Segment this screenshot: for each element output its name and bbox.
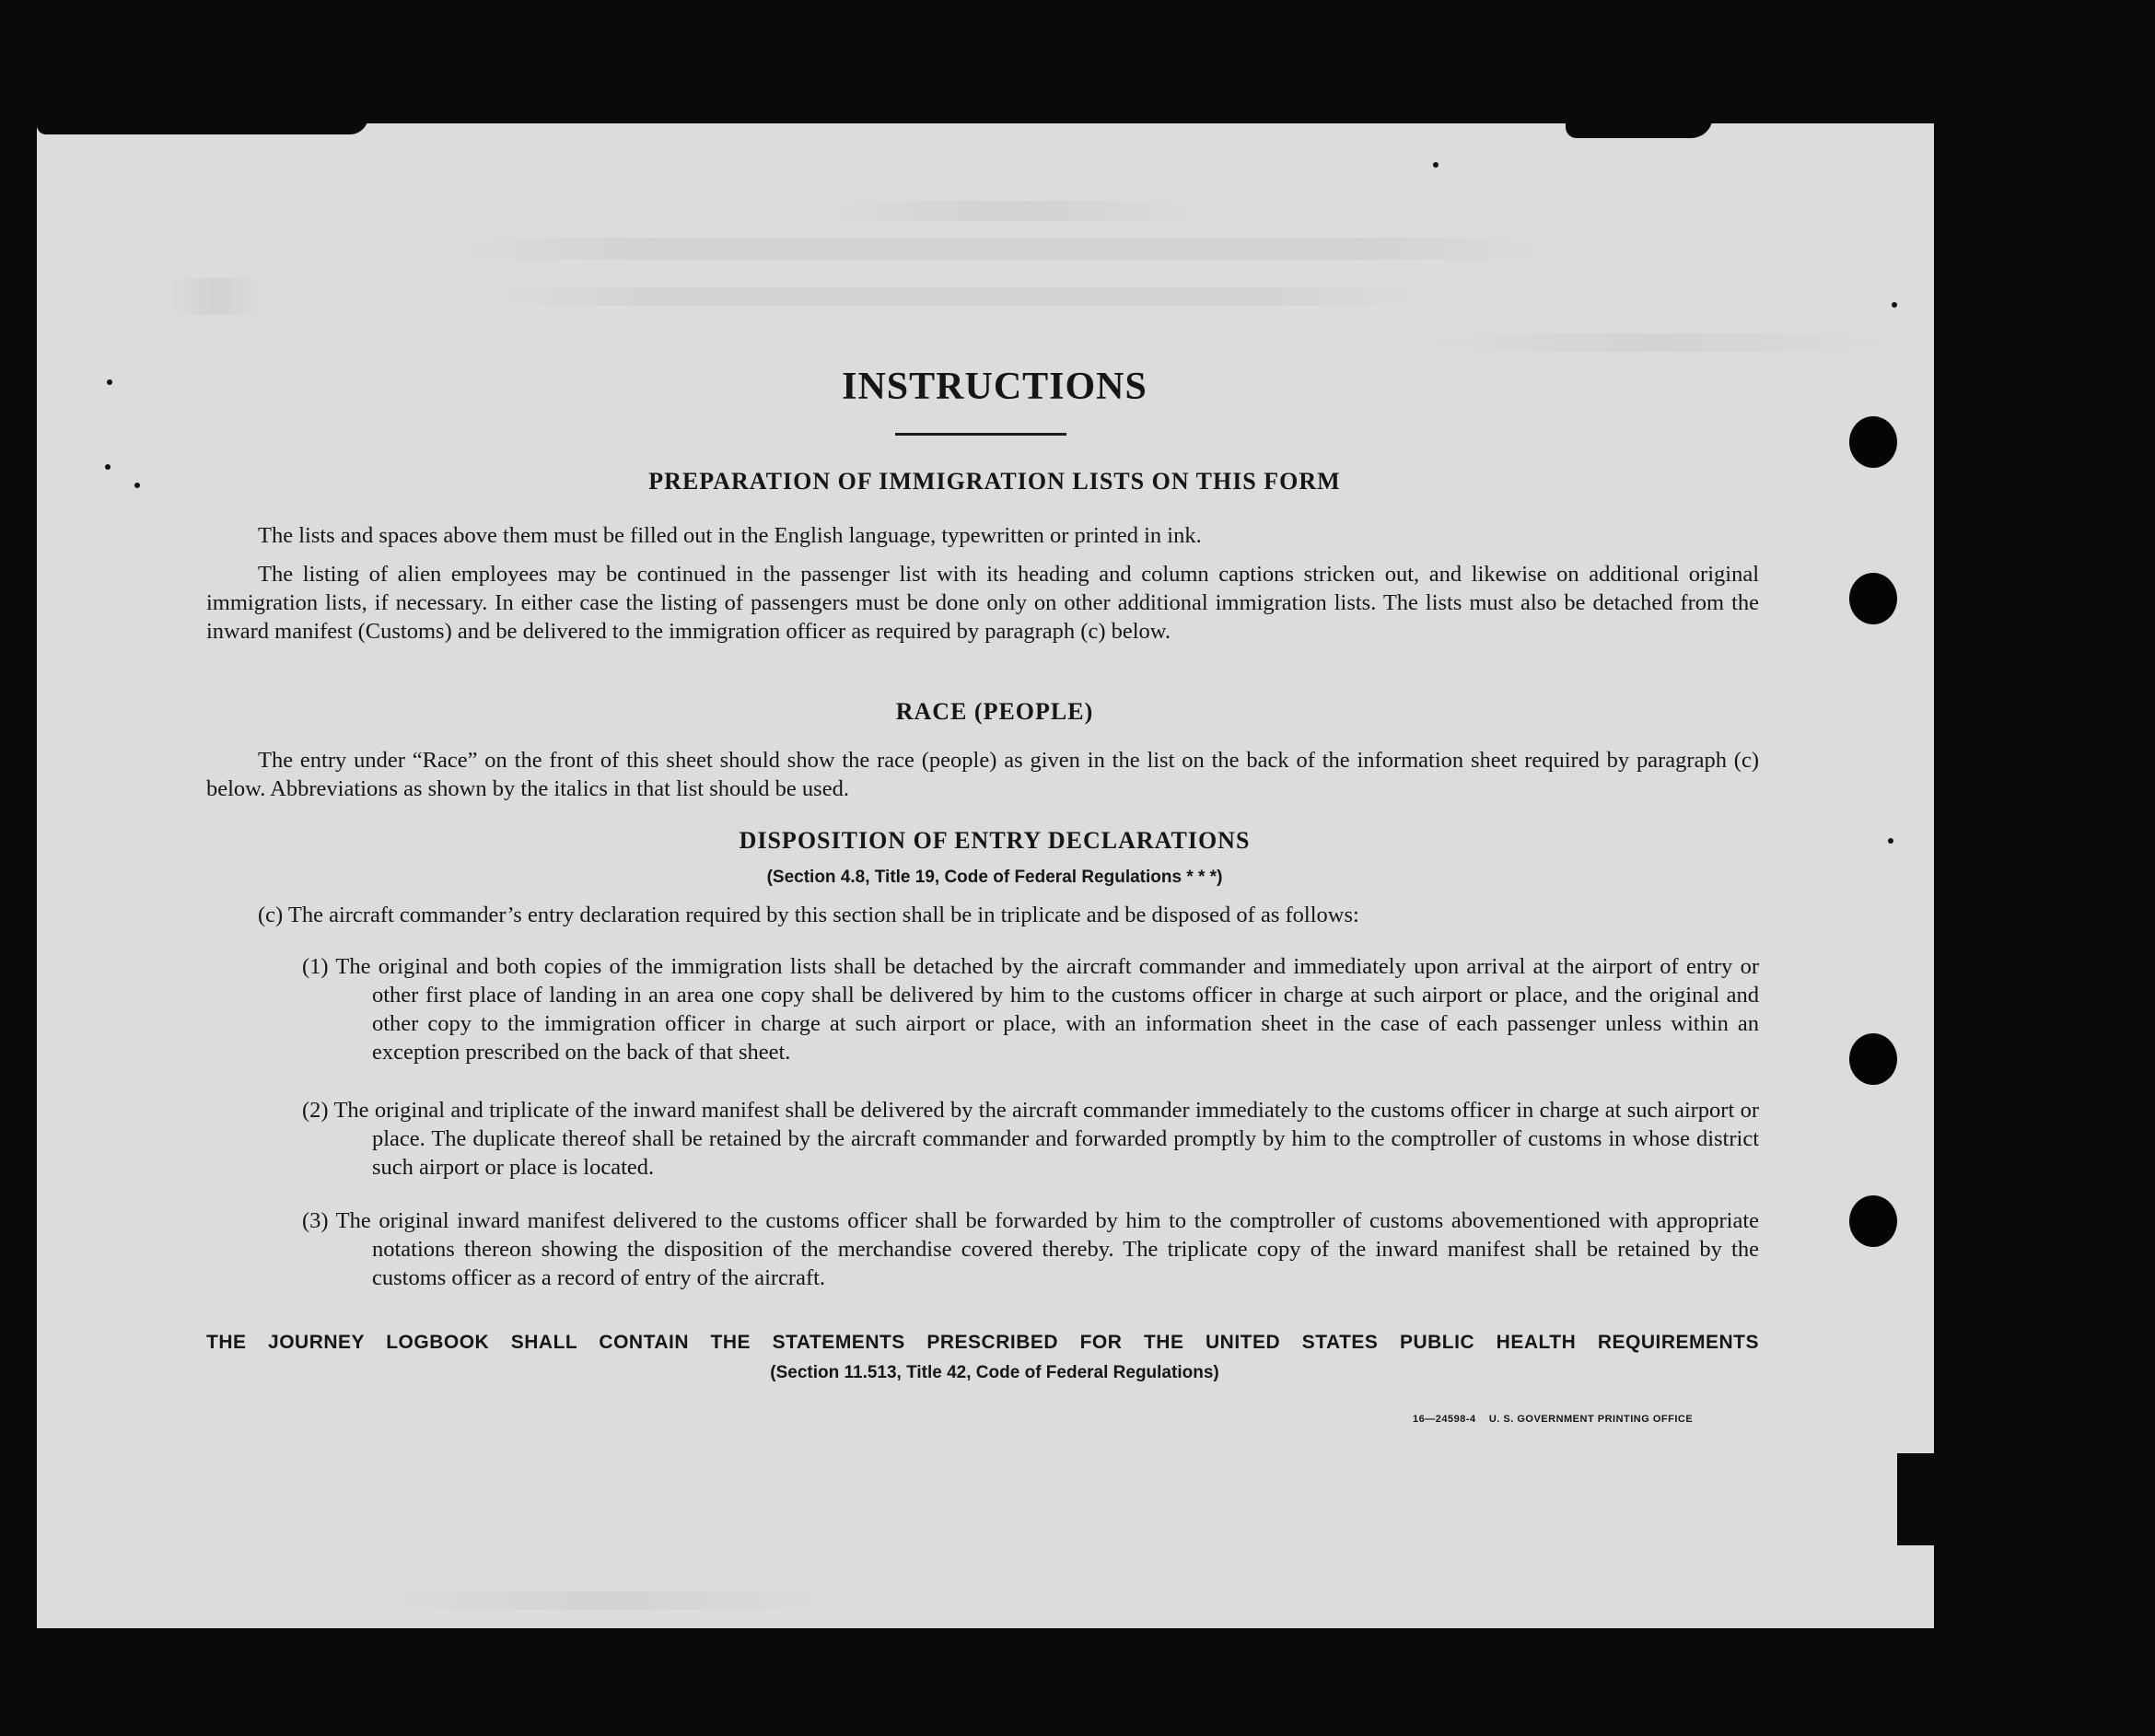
bleed-through (166, 278, 267, 315)
bleed-through (1400, 333, 1916, 352)
torn-edge (37, 116, 368, 134)
punch-hole (1849, 1033, 1897, 1085)
punch-hole (1849, 416, 1897, 468)
paragraph-race (206, 746, 1759, 803)
paragraph-language-text: The lists and spaces above them must be filled out in the English language, typewritten or printed in ink. (258, 523, 1202, 548)
paragraph-alien-employees-text: The listing of alien employees may be continued in the passenger list with its heading and column captions stricken out, and likewise on additional original immigration lists, if necessary. In either case the listing of passengers must be done only on other additional immigration lists. The lists must also be detached from the inward manifest (Customs) and be delivered to the immigration officer as required by paragraph (c) below. (206, 562, 1759, 644)
torn-edge (1566, 116, 1713, 138)
printer-name: U. S. GOVERNMENT PRINTING OFFICE (1488, 1414, 1694, 1425)
list-item-3: (3) The original inward manifest delivered to the customs officer shall be forwarded by him to the comptroller of customs abovementioned with appropriate notations thereon showing the disposition of the merchandise covered thereby. The triplicate copy of the inward manifest shall be retained by the customs officer as a record of entry of the aircraft. (302, 1208, 1759, 1290)
citation-title-42: (Section 11.513, Title 42, Code of Federal Regulations) (770, 1363, 1219, 1382)
page-title: INSTRUCTIONS (842, 366, 1147, 408)
heading-race: RACE (PEOPLE) (895, 698, 1094, 725)
public-health-statement: THE JOURNEY LOGBOOK SHALL CONTAIN THE STATEMENTS PRESCRIBED FOR THE UNITED STATES PUBLIC HEALTH REQUIREMENTS (206, 1332, 1759, 1353)
paragraph-race-text: The entry under “Race” on the front of this sheet should show the race (people) as given in the list on the back of the information sheet required by paragraph (c) below. Abbreviations as shown by the italics in that list should be used. (206, 748, 1759, 801)
form-number: 16—24598-4 (1413, 1414, 1476, 1425)
heading-disposition: DISPOSITION OF ENTRY DECLARATIONS (739, 827, 1251, 854)
dust-speck (1433, 162, 1439, 168)
list-item-1: (1) The original and both copies of the immigration lists shall be detached by the aircraft commander and immediately upon arrival at the airport of entry or other first place of landing in an area one copy shall be delivered by him to the customs officer in charge at such airport or place, and the original and other copy to the immigration officer in charge at such airport or place, with an information sheet in the case of each passenger unless within an exception prescribed on the back of that sheet. (302, 954, 1759, 1065)
heading-preparation: PREPARATION OF IMMIGRATION LISTS ON THIS FORM (648, 468, 1341, 495)
binder-notch (1897, 1453, 1940, 1545)
dust-speck (1892, 302, 1897, 308)
list-item-2: (2) The original and triplicate of the inward manifest shall be delivered by the aircraft commander immediately to the customs officer in charge at such airport or place. The duplicate thereof shall be retained by the aircraft commander and forwarded promptly by him to the comptroller of customs in whose district such airport or place is located. (302, 1098, 1759, 1180)
bleed-through (810, 201, 1216, 221)
bleed-through (368, 1591, 847, 1610)
printer-imprint (1413, 1414, 1693, 1425)
paragraph-c-intro: (c) The aircraft commander’s entry declaration required by this section shall be in triplicate and be disposed of as follows: (258, 903, 1359, 927)
citation-title-19: (Section 4.8, Title 19, Code of Federal Regulations * * *) (766, 868, 1223, 887)
paragraph-alien-employees (206, 560, 1759, 646)
title-underline (895, 433, 1066, 436)
punch-hole (1849, 573, 1897, 624)
paragraph-language (206, 521, 1759, 550)
bleed-through (479, 287, 1437, 306)
punch-hole (1849, 1195, 1897, 1247)
bleed-through (442, 238, 1566, 260)
